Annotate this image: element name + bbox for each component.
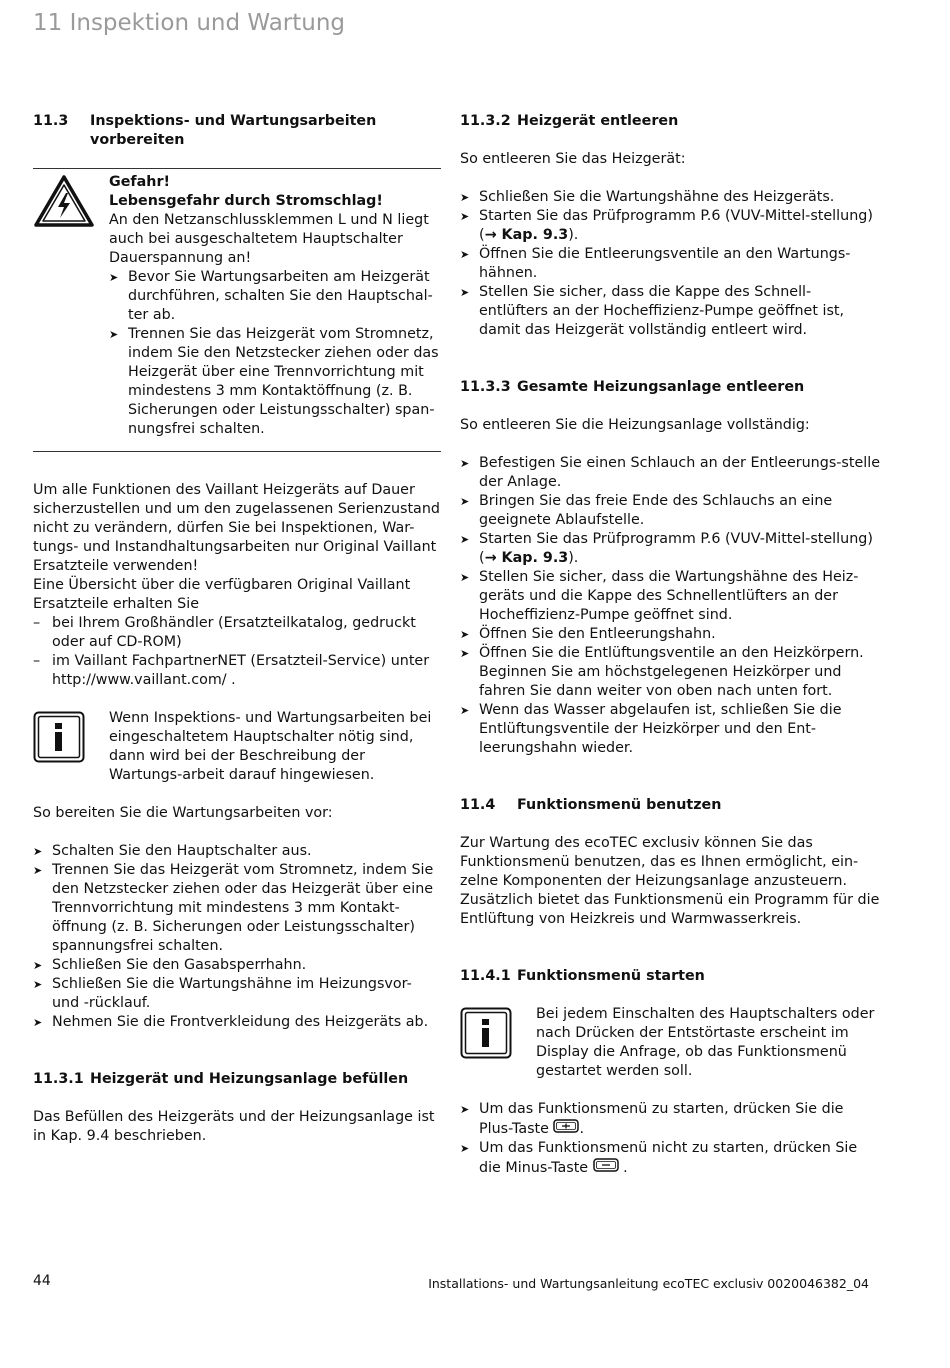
- info-note-box: [33, 709, 441, 785]
- section-number: 11.3.3: [460, 379, 511, 395]
- section-11-3-2-heading: [460, 112, 880, 131]
- section-number: 11.4.1: [460, 968, 511, 984]
- list-item: ➤ Befestigen Sie einen Schlauch an der Entleerungs-stelle der Anlage.: [460, 454, 880, 492]
- info-icon: [460, 1005, 536, 1081]
- section-title: Inspektions- und Wartungsarbeiten vorbereiten: [90, 113, 377, 148]
- document-reference: Installations- und Wartungsanleitung ecoTEC exclusiv 0020046382_04: [428, 1276, 869, 1291]
- list-item: ➤ Stellen Sie sicher, dass die Wartungshähne des Heiz-geräts und die Kappe des Schnellentlüfters an der Hocheffizienz-Pumpe geöffnet sind.: [460, 568, 880, 625]
- section-title: Funktionsmenü benutzen: [517, 797, 722, 813]
- info-note-text: Wenn Inspektions- und Wartungsarbeiten bei eingeschaltetem Hauptschalter nötig sind, dann wird bei der Beschreibung der Wartungs-arbeit darauf hingewiesen.: [109, 709, 432, 783]
- danger-action-list: [109, 268, 441, 439]
- fill-text: Das Befüllen des Heizgeräts und der Heizungsanlage ist in Kap. 9.4 beschrieben.: [33, 1108, 435, 1144]
- section-number: 11.3.1: [33, 1070, 84, 1087]
- right-column: [460, 112, 880, 1178]
- function-menu-text: Zur Wartung des ecoTEC exclusiv können Sie das Funktionsmenü benutzen, das es Ihnen ermöglicht, ein-zelne Komponenten der Heizungsanlage anzusteuern. Zusätzlich bietet das Funktionsmenü ein Programm für die Entlüftung von Heizkreis und Warmwasserkreis.: [460, 835, 880, 927]
- section-11-3-heading: [33, 112, 441, 150]
- section-11-3-3-heading: [460, 378, 880, 397]
- page-number: 44: [33, 1273, 51, 1289]
- preparation-steps-list: [33, 842, 441, 1032]
- danger-text-block: [109, 173, 441, 439]
- info-note-box: [460, 1005, 880, 1081]
- section-11-4-heading: [460, 796, 880, 815]
- danger-headline: Lebensgefahr durch Stromschlag!: [109, 193, 383, 209]
- chapter-reference: → Kap. 9.3: [484, 227, 569, 243]
- info-note-text: Bei jedem Einschalten des Hauptschalters oder nach Drücken der Entstörtaste erscheint im Display die Anfrage, ob das Funktionsmenü gestartet werden soll.: [536, 1006, 875, 1079]
- section-11-4-1-heading: [460, 967, 880, 986]
- left-column: [33, 112, 441, 1146]
- minus-key-icon: [593, 1158, 619, 1178]
- spare-parts-paragraph: Um alle Funktionen des Vaillant Heizgeräts auf Dauer sicherzustellen und um den zugelassenen Serienzustand nicht zu verändern, dürfen Sie bei Inspektionen, War-tungs- und Instandhaltungsarbeiten nur Original Vaillant Ersatzteile verwenden!: [33, 481, 440, 574]
- list-item: – im Vaillant FachpartnerNET (Ersatzteil-Service) unter http://www.vaillant.com/ .: [33, 652, 441, 690]
- list-item: ➤ Um das Funktionsmenü zu starten, drücken Sie die Plus-Taste .: [460, 1100, 880, 1139]
- list-item: ➤ Bevor Sie Wartungsarbeiten am Heizgerät durchführen, schalten Sie den Hauptschal-ter ab.: [109, 268, 441, 325]
- chapter-reference: → Kap. 9.3: [484, 550, 569, 566]
- list-item: ➤ Schließen Sie die Wartungshähne des Heizgeräts.: [460, 188, 880, 207]
- list-item: ➤ Starten Sie das Prüfprogramm P.6 (VUV-Mittel-stellung) (→ Kap. 9.3).: [460, 207, 880, 245]
- list-item: ➤ Öffnen Sie den Entleerungshahn.: [460, 625, 880, 644]
- system-drain-intro: So entleeren Sie die Heizungsanlage vollständig:: [460, 417, 810, 433]
- electric-shock-warning-icon: [33, 173, 109, 439]
- section-title: Heizgerät und Heizungsanlage befüllen: [90, 1070, 409, 1087]
- section-number: 11.4: [460, 797, 496, 813]
- list-item: ➤ Öffnen Sie die Entlüftungsventile an den Heizkörpern. Beginnen Sie am höchstgelegenen Heizkörper und fahren Sie dann weiter von oben nach unten fort.: [460, 644, 880, 701]
- section-title: Gesamte Heizungsanlage entleeren: [517, 379, 805, 395]
- list-item: ➤ Bringen Sie das freie Ende des Schlauchs an eine geeignete Ablaufstelle.: [460, 492, 880, 530]
- spare-parts-sources-list: [33, 614, 441, 690]
- plus-key-icon: [553, 1119, 579, 1139]
- drain-steps-list: [460, 188, 880, 340]
- list-item: ➤ Schalten Sie den Hauptschalter aus.: [33, 842, 441, 861]
- preparation-intro: So bereiten Sie die Wartungsarbeiten vor:: [33, 804, 333, 821]
- section-number: 11.3: [33, 113, 69, 129]
- system-drain-steps-list: [460, 454, 880, 758]
- list-item: – bei Ihrem Großhändler (Ersatzteilkatalog, gedruckt oder auf CD-ROM): [33, 614, 441, 652]
- list-item: ➤ Um das Funktionsmenü nicht zu starten, drücken Sie die Minus-Taste .: [460, 1139, 880, 1178]
- list-item: ➤ Öffnen Sie die Entleerungsventile an den Wartungs-hähnen.: [460, 245, 880, 283]
- info-icon: [33, 709, 109, 785]
- list-item: ➤ Schließen Sie die Wartungshähne im Heizungsvor- und -rücklauf.: [33, 975, 441, 1013]
- section-11-3-1-heading: [33, 1070, 441, 1089]
- list-item: ➤ Nehmen Sie die Frontverkleidung des Heizgeräts ab.: [33, 1013, 441, 1032]
- page-header: 11 Inspektion und Wartung: [33, 10, 346, 36]
- danger-description: An den Netzanschlussklemmen L und N liegt auch bei ausgeschaltetem Hauptschalter Dauerspannung an!: [109, 212, 429, 266]
- list-item: ➤ Trennen Sie das Heizgerät vom Stromnetz, indem Sie den Netzstecker ziehen oder das Heizgerät über eine Trennvorrichtung mit mindestens 3 mm Kontakt-öffnung (z. B. Sicherungen oder Leistungsschalter) spannungsfrei schalten.: [33, 861, 441, 956]
- spare-parts-overview: Eine Übersicht über die verfügbaren Original Vaillant Ersatzteile erhalten Sie: [33, 576, 411, 612]
- section-number: 11.3.2: [460, 113, 511, 129]
- list-item: ➤ Starten Sie das Prüfprogramm P.6 (VUV-Mittel-stellung) (→ Kap. 9.3).: [460, 530, 880, 568]
- danger-warning-box: [33, 168, 441, 452]
- drain-intro: So entleeren Sie das Heizgerät:: [460, 151, 686, 167]
- list-item: ➤ Wenn das Wasser abgelaufen ist, schließen Sie die Entlüftungsventile der Heizkörper und den Ent-leerungshahn wieder.: [460, 701, 880, 758]
- section-title: Funktionsmenü starten: [517, 968, 705, 984]
- list-item: ➤ Trennen Sie das Heizgerät vom Stromnetz, indem Sie den Netzstecker ziehen oder das Heizgerät über eine Trennvorrichtung mit mindestens 3 mm Kontaktöffnung (z. B. Sicherungen oder Leistungsschalter) span-nungsfrei schalten.: [109, 325, 441, 439]
- list-item: ➤ Stellen Sie sicher, dass die Kappe des Schnell-entlüfters an der Hocheffizienz-Pumpe geöffnet ist, damit das Heizgerät vollständig entleert wird.: [460, 283, 880, 340]
- start-menu-steps-list: [460, 1100, 880, 1178]
- danger-label: Gefahr!: [109, 174, 171, 190]
- section-title: Heizgerät entleeren: [517, 113, 679, 129]
- list-item: ➤ Schließen Sie den Gasabsperrhahn.: [33, 956, 441, 975]
